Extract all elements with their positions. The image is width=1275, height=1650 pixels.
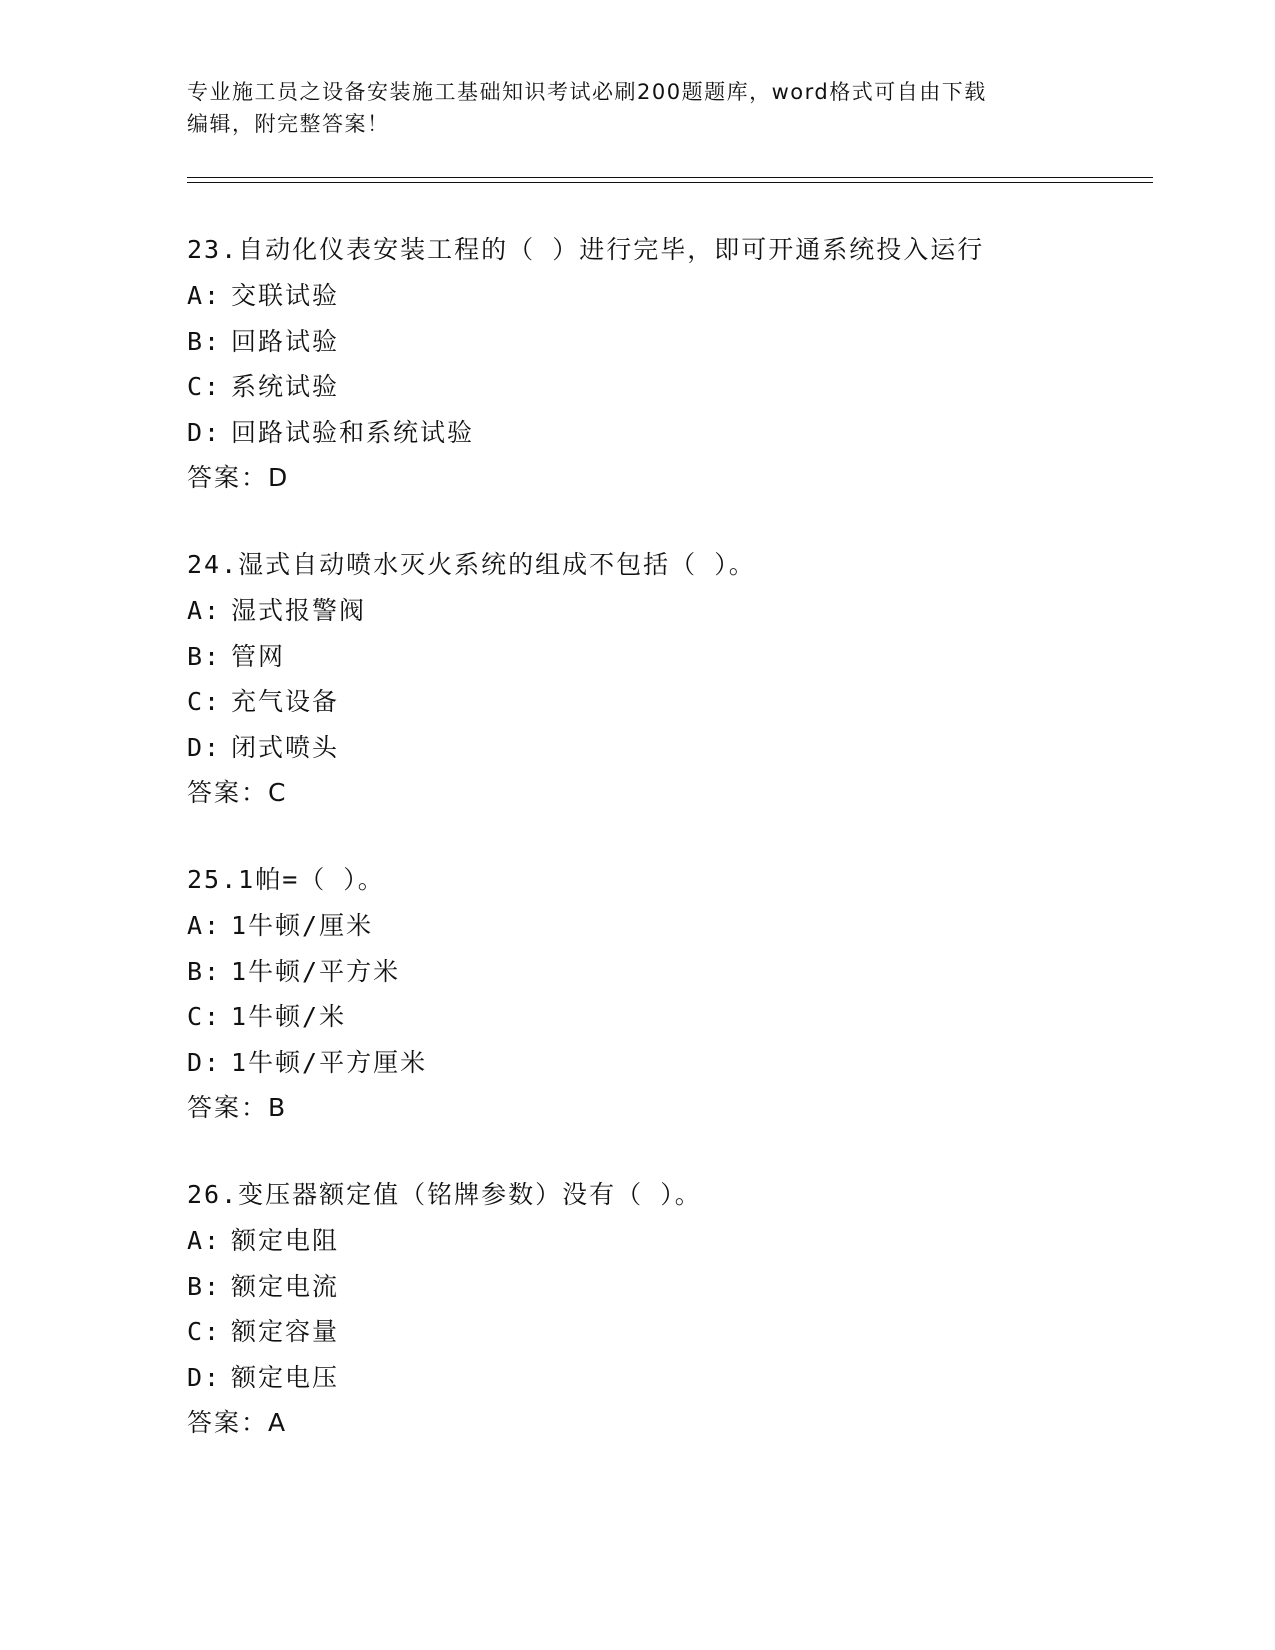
option-text: 额定电流 xyxy=(231,1271,340,1301)
document-header xyxy=(187,76,1067,140)
option-text: 额定电压 xyxy=(231,1362,340,1392)
question-26 xyxy=(187,1179,1147,1439)
option-b xyxy=(187,326,1147,372)
option-a xyxy=(187,910,1147,956)
option-d xyxy=(187,1047,1147,1093)
option-text: 1牛顿/平方厘米 xyxy=(231,1047,428,1077)
option-c xyxy=(187,1001,1147,1047)
option-d xyxy=(187,1362,1147,1408)
option-letter: C: xyxy=(187,1002,222,1031)
header-line-1: 专业施工员之设备安装施工基础知识考试必刷200题题库，word格式可自由下载 xyxy=(187,80,987,104)
header-divider-top xyxy=(187,177,1153,178)
option-letter: B: xyxy=(187,641,222,671)
option-b xyxy=(187,641,1147,687)
option-letter: D: xyxy=(187,732,222,762)
option-text: 额定容量 xyxy=(231,1317,340,1346)
question-24 xyxy=(187,549,1147,809)
answer: 答案：A xyxy=(187,1408,288,1437)
option-b xyxy=(187,1271,1147,1317)
option-d xyxy=(187,732,1147,778)
option-letter: D: xyxy=(187,1362,222,1392)
option-text: 湿式报警阀 xyxy=(231,596,367,625)
option-a xyxy=(187,280,1147,326)
option-text: 充气设备 xyxy=(231,687,340,716)
option-text: 管网 xyxy=(231,641,286,671)
option-a xyxy=(187,595,1147,641)
header-line-2: 编辑，附完整答案！ xyxy=(187,112,390,136)
option-text: 回路试验和系统试验 xyxy=(231,417,475,447)
option-letter: A: xyxy=(187,911,222,940)
option-text: 交联试验 xyxy=(231,281,340,310)
option-letter: D: xyxy=(187,417,222,447)
option-c xyxy=(187,1316,1147,1362)
option-a xyxy=(187,1225,1147,1271)
option-letter: C: xyxy=(187,1317,222,1346)
option-text: 额定电阻 xyxy=(231,1226,340,1255)
question-stem: 23.自动化仪表安装工程的（ ）进行完毕，即可开通系统投入运行 xyxy=(187,235,985,264)
option-letter: B: xyxy=(187,956,222,986)
option-letter: A: xyxy=(187,281,222,310)
option-text: 闭式喷头 xyxy=(231,732,340,762)
question-23 xyxy=(187,234,1147,494)
answer: 答案：D xyxy=(187,463,290,492)
question-stem: 25.1帕=（ ）。 xyxy=(187,865,385,894)
option-text: 1牛顿/米 xyxy=(231,1002,347,1031)
option-c xyxy=(187,371,1147,417)
option-letter: A: xyxy=(187,1226,222,1255)
option-letter: C: xyxy=(187,687,222,716)
option-letter: B: xyxy=(187,326,222,356)
answer: 答案：C xyxy=(187,778,288,807)
option-text: 回路试验 xyxy=(231,326,340,356)
option-text: 1牛顿/厘米 xyxy=(231,911,374,940)
option-b xyxy=(187,956,1147,1002)
question-stem: 26.变压器额定值（铭牌参数）没有（ ）。 xyxy=(187,1180,702,1209)
option-d xyxy=(187,417,1147,463)
option-letter: B: xyxy=(187,1271,222,1301)
option-text: 系统试验 xyxy=(231,372,340,401)
option-text: 1牛顿/平方米 xyxy=(231,956,401,986)
header-divider-bottom xyxy=(187,182,1153,183)
option-letter: A: xyxy=(187,596,222,625)
answer: 答案：B xyxy=(187,1093,288,1122)
question-25 xyxy=(187,864,1147,1124)
question-stem: 24.湿式自动喷水灭火系统的组成不包括（ ）。 xyxy=(187,550,756,579)
option-c xyxy=(187,686,1147,732)
option-letter: C: xyxy=(187,372,222,401)
option-letter: D: xyxy=(187,1047,222,1077)
